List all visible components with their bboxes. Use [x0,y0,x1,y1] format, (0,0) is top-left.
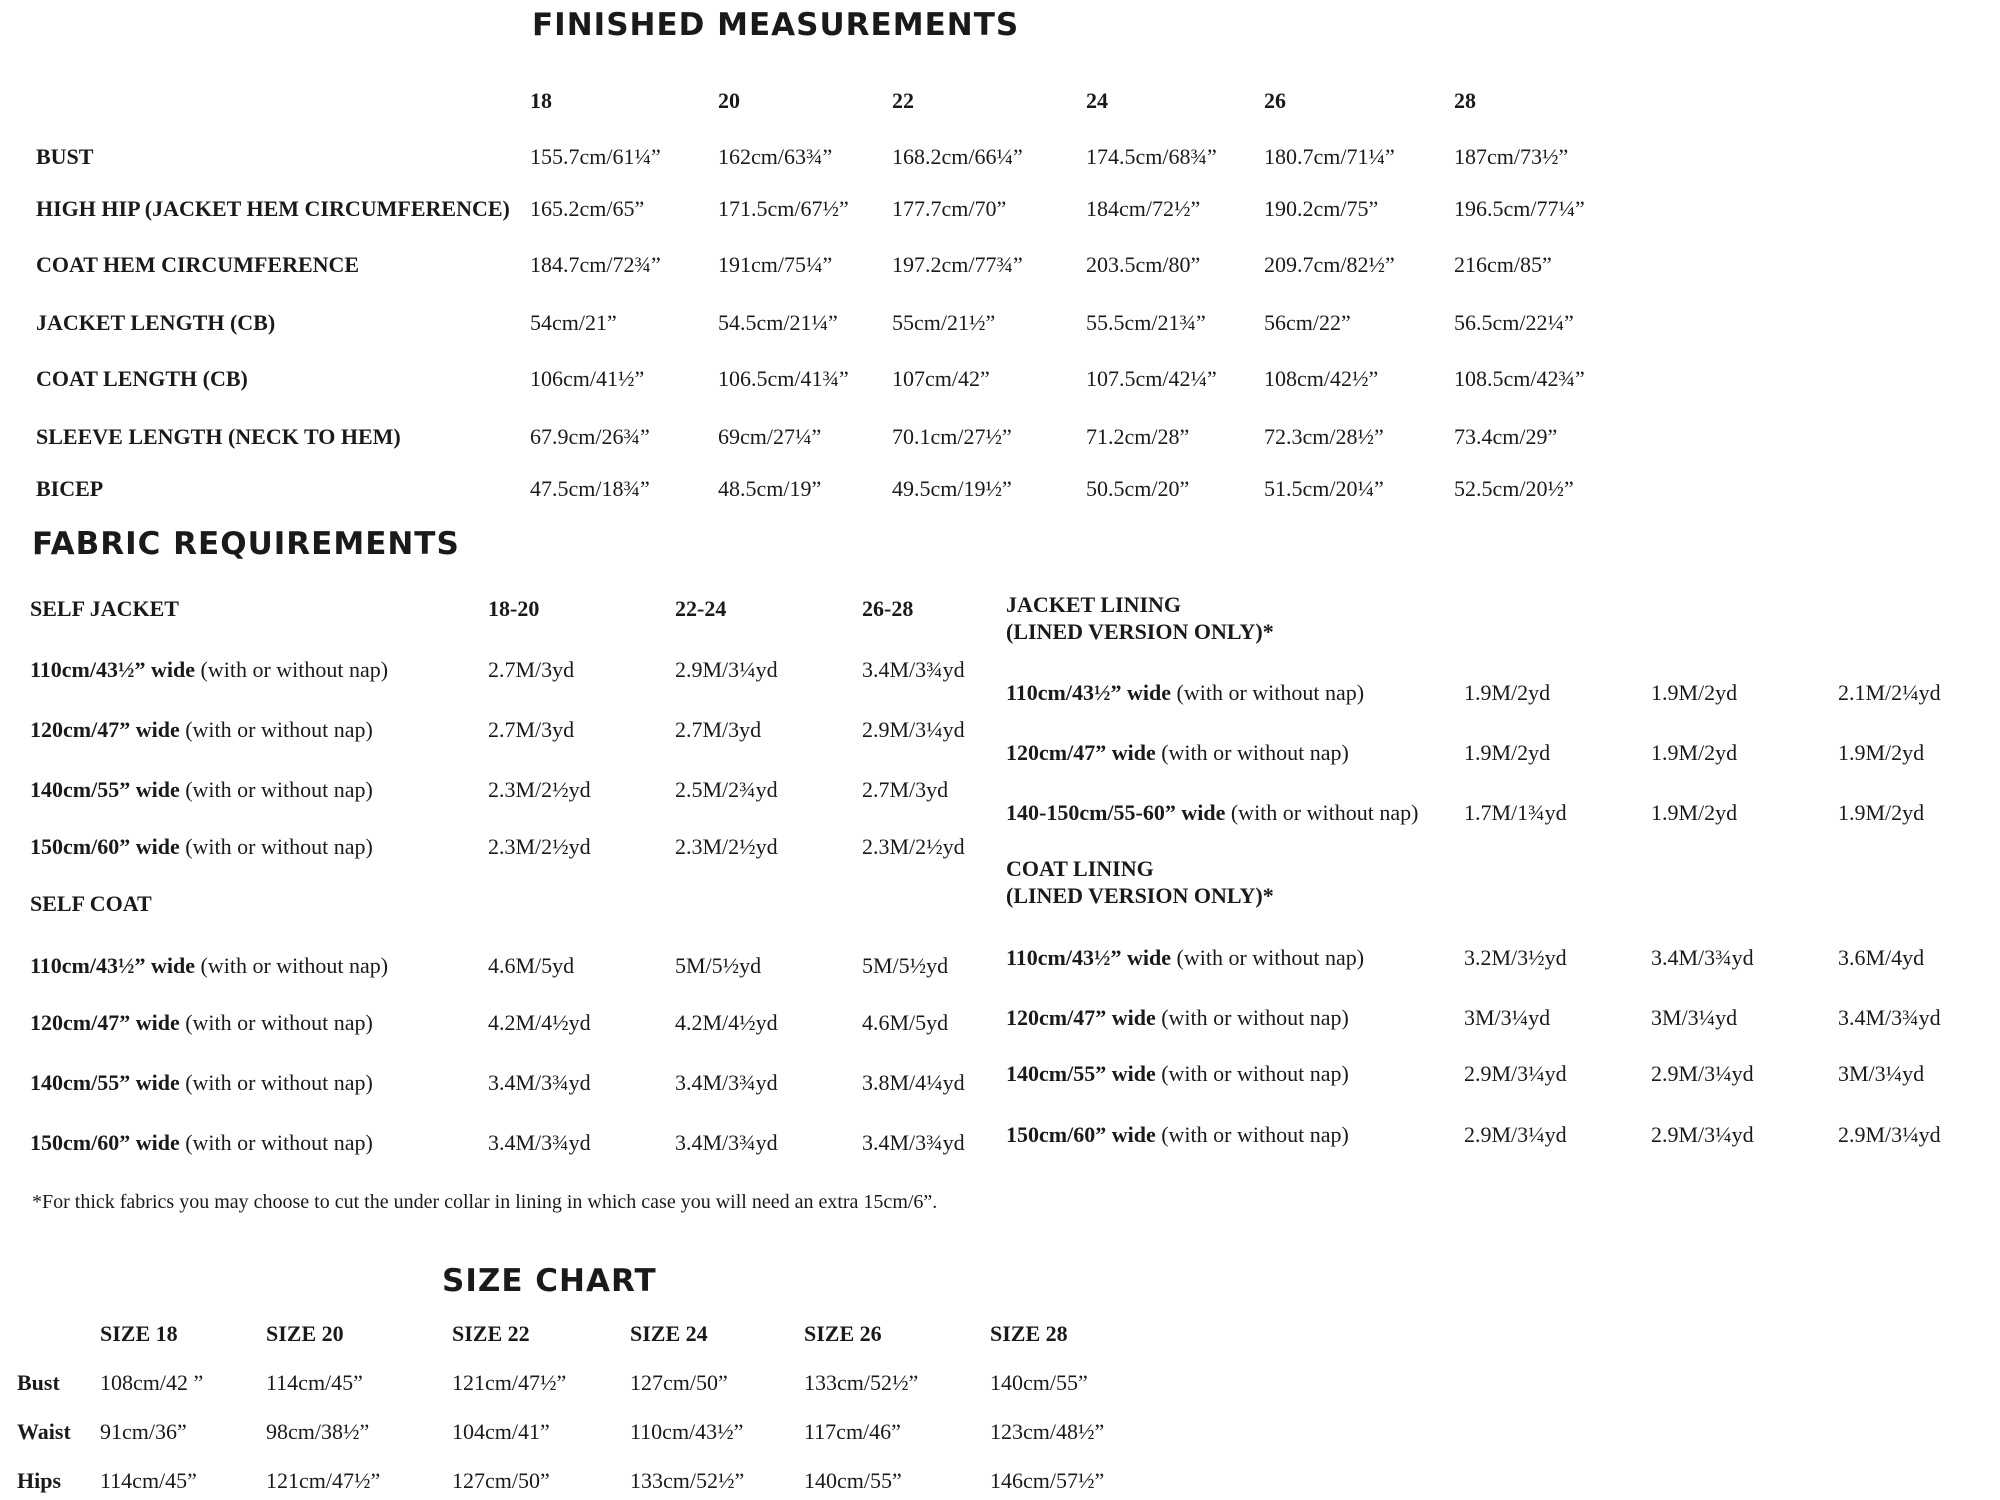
row-label [30,659,388,681]
measurement-cell: 1.9M/2yd [1464,680,1551,705]
measurement-cell: 3.4M/3¾yd [1838,1005,1941,1030]
size-column-header: SIZE 20 [266,1321,344,1346]
measurement-cell: 191cm/75¼” [718,252,833,277]
measurement-cell: 168.2cm/66¼” [892,144,1023,169]
measurement-cell: 55cm/21½” [892,310,996,335]
row-label [30,1012,373,1034]
measurement-cell: 107.5cm/42¼” [1086,366,1217,391]
row-label: JACKET LENGTH (CB) [36,310,276,335]
nap-note: (with or without nap) [185,777,373,802]
measurement-cell: 3.8M/4¼yd [862,1070,965,1095]
nap-note: (with or without nap) [185,1130,373,1155]
size-column-header: SIZE 28 [990,1321,1068,1346]
measurement-cell: 133cm/52½” [630,1468,745,1493]
measurement-cell: 180.7cm/71¼” [1264,144,1395,169]
self-jacket-title: SELF JACKET [30,596,179,621]
measurement-cell: 146cm/57½” [990,1468,1105,1493]
fabric-width: 140cm/55” wide [1006,1061,1156,1086]
row-label [30,779,373,801]
measurement-cell: 91cm/36” [100,1419,187,1444]
measurement-cell: 209.7cm/82½” [1264,252,1395,277]
size-column-header: SIZE 26 [804,1321,882,1346]
finished-measurements-heading: FINISHED MEASUREMENTS [532,7,1020,43]
measurement-cell: 165.2cm/65” [530,196,645,221]
fabric-footnote: *For thick fabrics you may choose to cut the under collar in lining in which case you will need an extra 15cm/6”. [32,1191,938,1213]
measurement-cell: 2.3M/2½yd [488,777,591,802]
row-label [1006,947,1364,969]
measurement-cell: 2.7M/3yd [675,717,762,742]
nap-note: (with or without nap) [1161,1005,1349,1030]
measurement-cell: 108.5cm/42¾” [1454,366,1585,391]
measurement-cell: 2.7M/3yd [862,777,949,802]
measurement-cell: 55.5cm/21¾” [1086,310,1206,335]
coat-lining-subtitle: (LINED VERSION ONLY)* [1006,883,1274,908]
nap-note: (with or without nap) [1161,1061,1349,1086]
measurement-cell: 54.5cm/21¼” [718,310,838,335]
measurement-cell: 106.5cm/41¾” [718,366,849,391]
measurement-cell: 127cm/50” [452,1468,550,1493]
fabric-width: 150cm/60” wide [1006,1122,1156,1147]
measurement-cell: 140cm/55” [990,1370,1088,1395]
measurement-cell: 216cm/85” [1454,252,1552,277]
row-label: SLEEVE LENGTH (NECK TO HEM) [36,424,401,449]
nap-note: (with or without nap) [1161,1122,1349,1147]
row-label [30,836,373,858]
measurement-cell: 2.9M/3¼yd [1838,1122,1941,1147]
measurement-cell: 108cm/42 ” [100,1370,204,1395]
nap-note: (with or without nap) [1230,800,1419,825]
measurement-cell: 203.5cm/80” [1086,252,1201,277]
fabric-width: 150cm/60” wide [30,1130,180,1155]
measurement-cell: 4.2M/4½yd [488,1010,591,1035]
row-label [30,955,388,977]
row-label [30,1072,373,1094]
measurement-cell: 110cm/43½” [630,1419,744,1444]
measurement-cell: 48.5cm/19” [718,476,822,501]
measurement-cell: 4.6M/5yd [862,1010,949,1035]
row-label: Bust [17,1370,60,1395]
measurement-cell: 114cm/45” [266,1370,363,1395]
measurement-cell: 127cm/50” [630,1370,728,1395]
measurement-cell: 56cm/22” [1264,310,1351,335]
measurement-cell: 4.6M/5yd [488,953,575,978]
size-column-header: SIZE 22 [452,1321,530,1346]
measurement-cell: 3.4M/3¾yd [1651,945,1754,970]
measurement-cell: 5M/5½yd [862,953,949,978]
fabric-width: 110cm/43½” wide [1006,945,1171,970]
measurement-cell: 1.9M/2yd [1651,740,1738,765]
measurement-cell: 121cm/47½” [452,1370,567,1395]
measurement-cell: 2.3M/2½yd [675,834,778,859]
measurement-cell: 67.9cm/26¾” [530,424,650,449]
measurement-cell: 72.3cm/28½” [1264,424,1384,449]
measurement-cell: 3.4M/3¾yd [675,1130,778,1155]
measurement-cell: 190.2cm/75” [1264,196,1379,221]
measurement-cell: 3.2M/3½yd [1464,945,1567,970]
measurement-cell: 3.4M/3¾yd [488,1130,591,1155]
measurement-cell: 4.2M/4½yd [675,1010,778,1035]
nap-note: (with or without nap) [185,717,373,742]
row-label: Hips [17,1468,62,1493]
row-label [1006,1124,1349,1146]
measurement-cell: 54cm/21” [530,310,617,335]
measurement-cell: 52.5cm/20½” [1454,476,1574,501]
row-label: Waist [17,1419,71,1444]
measurement-cell: 140cm/55” [804,1468,902,1493]
measurement-cell: 114cm/45” [100,1468,197,1493]
measurement-cell: 162cm/63¾” [718,144,833,169]
nap-note: (with or without nap) [1176,945,1365,970]
size-column-header: 22-24 [675,596,727,621]
row-label: BICEP [36,476,104,501]
measurement-cell: 3M/3¼yd [1464,1005,1551,1030]
measurement-cell: 174.5cm/68¾” [1086,144,1217,169]
fabric-width: 120cm/47” wide [1006,740,1156,765]
measurement-cell: 121cm/47½” [266,1468,381,1493]
measurement-cell: 47.5cm/18¾” [530,476,650,501]
row-label: HIGH HIP (JACKET HEM CIRCUMFERENCE) [36,196,510,221]
measurement-cell: 1.9M/2yd [1651,680,1738,705]
measurement-cell: 187cm/73½” [1454,144,1569,169]
fabric-width: 140cm/55” wide [30,777,180,802]
coat-lining-title: COAT LINING [1006,856,1154,881]
measurement-cell: 5M/5½yd [675,953,762,978]
fabric-width: 110cm/43½” wide [1006,680,1171,705]
measurement-cell: 155.7cm/61¼” [530,144,661,169]
measurement-cell: 1.9M/2yd [1651,800,1738,825]
nap-note: (with or without nap) [1161,740,1349,765]
measurement-cell: 2.9M/3¼yd [1651,1061,1754,1086]
fabric-width: 140-150cm/55-60” wide [1006,800,1226,825]
measurement-cell: 70.1cm/27½” [892,424,1012,449]
measurement-cell: 3.4M/3¾yd [488,1070,591,1095]
measurement-cell: 2.7M/3yd [488,657,575,682]
measurement-cell: 2.1M/2¼yd [1838,680,1941,705]
measurement-cell: 107cm/42” [892,366,990,391]
measurement-cell: 49.5cm/19½” [892,476,1012,501]
row-label [1006,1063,1349,1085]
measurement-cell: 50.5cm/20” [1086,476,1190,501]
size-chart-heading: SIZE CHART [442,1263,657,1299]
measurement-cell: 184cm/72½” [1086,196,1201,221]
size-column-header: 26-28 [862,596,914,621]
measurement-cell: 73.4cm/29” [1454,424,1558,449]
measurement-cell: 197.2cm/77¾” [892,252,1023,277]
measurement-cell: 3M/3¼yd [1651,1005,1738,1030]
measurement-cell: 98cm/38½” [266,1419,370,1444]
row-label [30,1132,373,1154]
measurement-cell: 3.4M/3¾yd [862,657,965,682]
measurement-cell: 1.9M/2yd [1464,740,1551,765]
row-label: BUST [36,144,94,169]
nap-note: (with or without nap) [200,953,389,978]
size-column-header: SIZE 18 [100,1321,178,1346]
size-column-header: 28 [1454,88,1476,113]
measurement-cell: 104cm/41” [452,1419,550,1444]
size-column-header: SIZE 24 [630,1321,708,1346]
measurement-cell: 2.9M/3¼yd [675,657,778,682]
measurement-cell: 69cm/27¼” [718,424,822,449]
measurement-cell: 184.7cm/72¾” [530,252,661,277]
measurement-cell: 2.9M/3¼yd [1464,1061,1567,1086]
measurement-cell: 2.7M/3yd [488,717,575,742]
row-label: COAT LENGTH (CB) [36,366,248,391]
size-column-header: 26 [1264,88,1286,113]
measurement-cell: 2.3M/2½yd [488,834,591,859]
measurement-cell: 56.5cm/22¼” [1454,310,1574,335]
size-column-header: 20 [718,88,740,113]
measurement-cell: 1.7M/1¾yd [1464,800,1567,825]
nap-note: (with or without nap) [185,1010,373,1035]
measurement-cell: 2.9M/3¼yd [1651,1122,1754,1147]
nap-note: (with or without nap) [185,834,373,859]
fabric-width: 120cm/47” wide [30,717,180,742]
measurement-cell: 106cm/41½” [530,366,645,391]
fabric-width: 150cm/60” wide [30,834,180,859]
measurement-cell: 3M/3¼yd [1838,1061,1925,1086]
measurement-cell: 123cm/48½” [990,1419,1105,1444]
size-column-header: 18 [530,88,552,113]
nap-note: (with or without nap) [1176,680,1365,705]
measurement-cell: 133cm/52½” [804,1370,919,1395]
measurement-cell: 171.5cm/67½” [718,196,849,221]
size-column-header: 24 [1086,88,1108,113]
fabric-width: 120cm/47” wide [1006,1005,1156,1030]
fabric-width: 110cm/43½” wide [30,953,195,978]
measurement-cell: 1.9M/2yd [1838,740,1925,765]
fabric-requirements-heading: FABRIC REQUIREMENTS [32,526,460,562]
row-label [1006,742,1349,764]
nap-note: (with or without nap) [200,657,389,682]
fabric-width: 110cm/43½” wide [30,657,195,682]
fabric-width: 140cm/55” wide [30,1070,180,1095]
measurement-cell: 71.2cm/28” [1086,424,1190,449]
measurement-cell: 196.5cm/77¼” [1454,196,1585,221]
row-label: COAT HEM CIRCUMFERENCE [36,252,360,277]
measurement-cell: 1.9M/2yd [1838,800,1925,825]
jacket-lining-title: JACKET LINING [1006,592,1182,617]
nap-note: (with or without nap) [185,1070,373,1095]
measurement-cell: 117cm/46” [804,1419,901,1444]
measurement-cell: 2.3M/2½yd [862,834,965,859]
self-coat-title: SELF COAT [30,891,152,916]
size-column-header: 18-20 [488,596,540,621]
measurement-cell: 3.4M/3¾yd [862,1130,965,1155]
jacket-lining-subtitle: (LINED VERSION ONLY)* [1006,619,1274,644]
row-label [1006,802,1418,824]
row-label [30,719,373,741]
measurement-cell: 2.9M/3¼yd [862,717,965,742]
measurement-cell: 51.5cm/20¼” [1264,476,1384,501]
fabric-width: 120cm/47” wide [30,1010,180,1035]
measurement-cell: 3.4M/3¾yd [675,1070,778,1095]
measurement-cell: 2.5M/2¾yd [675,777,778,802]
row-label [1006,682,1364,704]
measurement-cell: 3.6M/4yd [1838,945,1925,970]
measurement-cell: 2.9M/3¼yd [1464,1122,1567,1147]
row-label [1006,1007,1349,1029]
size-column-header: 22 [892,88,914,113]
measurement-cell: 177.7cm/70” [892,196,1007,221]
measurement-cell: 108cm/42½” [1264,366,1379,391]
